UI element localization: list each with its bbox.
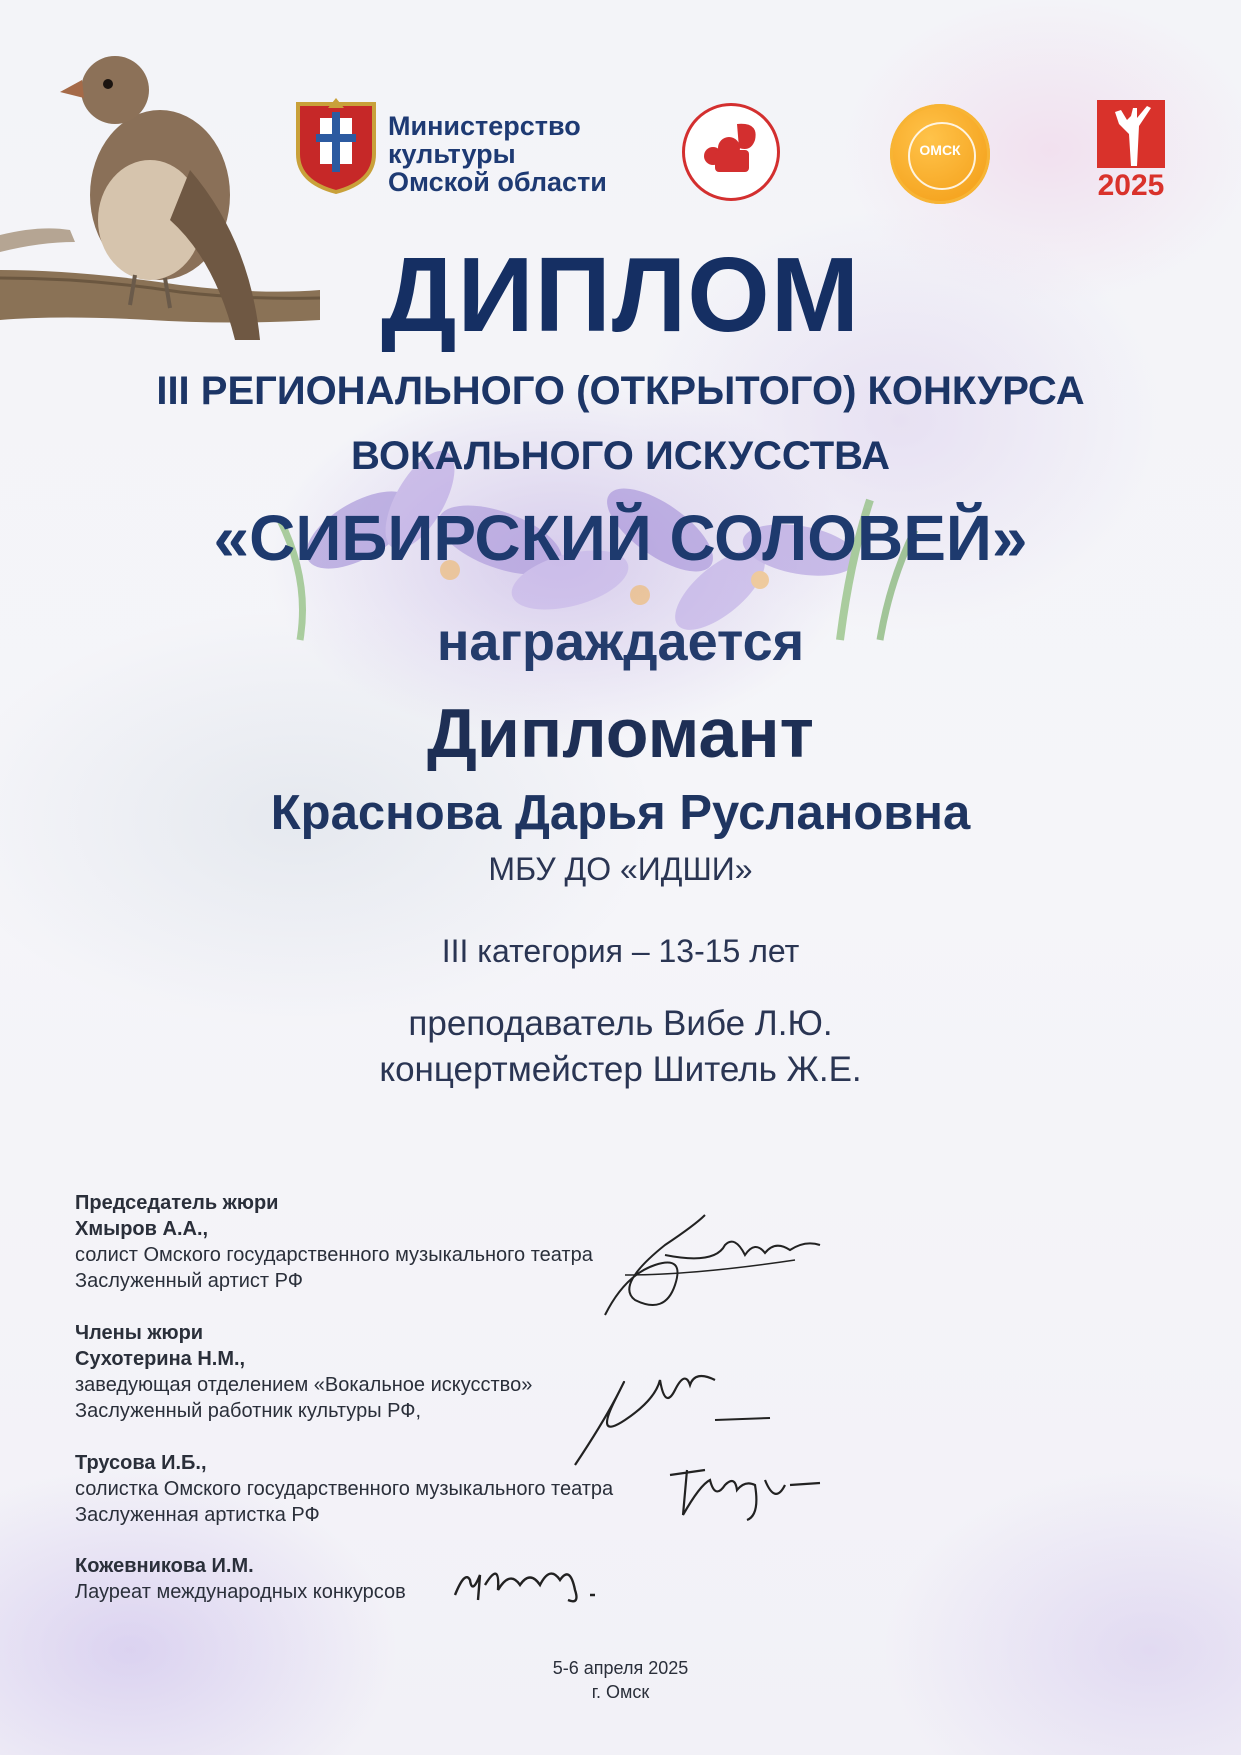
ministry-line-2: культуры (388, 139, 516, 169)
jury-member-3-name: Кожевникова И.М. (75, 1555, 254, 1577)
accompanist-line: концертмейстер Шитель Ж.Е. (379, 1050, 862, 1089)
jury-member-2-role-1: солистка Омского государственного музыкального театра (75, 1478, 614, 1500)
recipient-name: Краснова Дарья Руслановна (270, 786, 971, 840)
chair-signature-icon (595, 1205, 825, 1325)
age-category: III категория – 13-15 лет (441, 933, 800, 969)
omsk-city-badge (890, 104, 990, 204)
jury-members-heading: Члены жюри (75, 1322, 204, 1344)
jury-member-2-block (75, 1450, 613, 1528)
event-city: г. Омск (591, 1682, 650, 1702)
contest-subtitle-line-2: ВОКАЛЬНОГО ИСКУССТВА (351, 434, 890, 478)
jury-member-3-block (75, 1553, 406, 1605)
monument-silhouette-icon (1111, 104, 1153, 166)
year-badge-text: 2025 (1097, 169, 1165, 202)
contest-name: «СИБИРСКИЙ СОЛОВЕЙ» (213, 502, 1028, 574)
member-1-signature-icon (565, 1360, 775, 1470)
jury-member-1-role-1: заведующая отделением «Вокальное искусство» (75, 1374, 533, 1396)
jury-member-1-name: Сухотерина Н.М., (75, 1348, 246, 1370)
ministry-line-3: Омской области (388, 167, 607, 197)
anniversary-logo (682, 103, 780, 201)
jury-chair-block (75, 1190, 593, 1294)
jury-chair-role-2: Заслуженный артист РФ (75, 1270, 303, 1292)
jury-member-2-name: Трусова И.Б., (75, 1452, 207, 1474)
award-degree: Дипломант (427, 694, 814, 772)
ministry-line-1: Министерство (388, 111, 581, 141)
jury-member-1-block (75, 1320, 532, 1424)
omsk-badge-label: ОМСК (919, 142, 961, 158)
jury-chair-heading: Председатель жюри (75, 1192, 279, 1214)
jury-chair-role-1: солист Омского государственного музыкального театра (75, 1244, 593, 1266)
jury-member-1-role-2: Заслуженный работник культуры РФ, (75, 1400, 422, 1422)
awarded-label: награждается (436, 612, 805, 672)
teacher-line: преподаватель Вибе Л.Ю. (408, 1004, 833, 1043)
member-3-signature-icon (450, 1550, 620, 1610)
diploma-title: ДИПЛОМ (380, 236, 860, 354)
jury-chair-name: Хмыров А.А., (75, 1218, 209, 1240)
omsk-region-coat-of-arms-icon (292, 96, 380, 194)
ministry-name (388, 112, 607, 196)
jury-member-3-role-1: Лауреат международных конкурсов (75, 1581, 406, 1603)
event-date: 5-6 апреля 2025 (552, 1658, 689, 1678)
institution-name: МБУ ДО «ИДШИ» (488, 851, 753, 887)
contest-subtitle-line-1: III РЕГИОНАЛЬНОГО (ОТКРЫТОГО) КОНКУРСА (156, 369, 1085, 413)
victory-2025-badge (1097, 100, 1165, 204)
member-2-signature-icon (665, 1455, 825, 1525)
jury-member-2-role-2: Заслуженная артистка РФ (75, 1504, 320, 1526)
